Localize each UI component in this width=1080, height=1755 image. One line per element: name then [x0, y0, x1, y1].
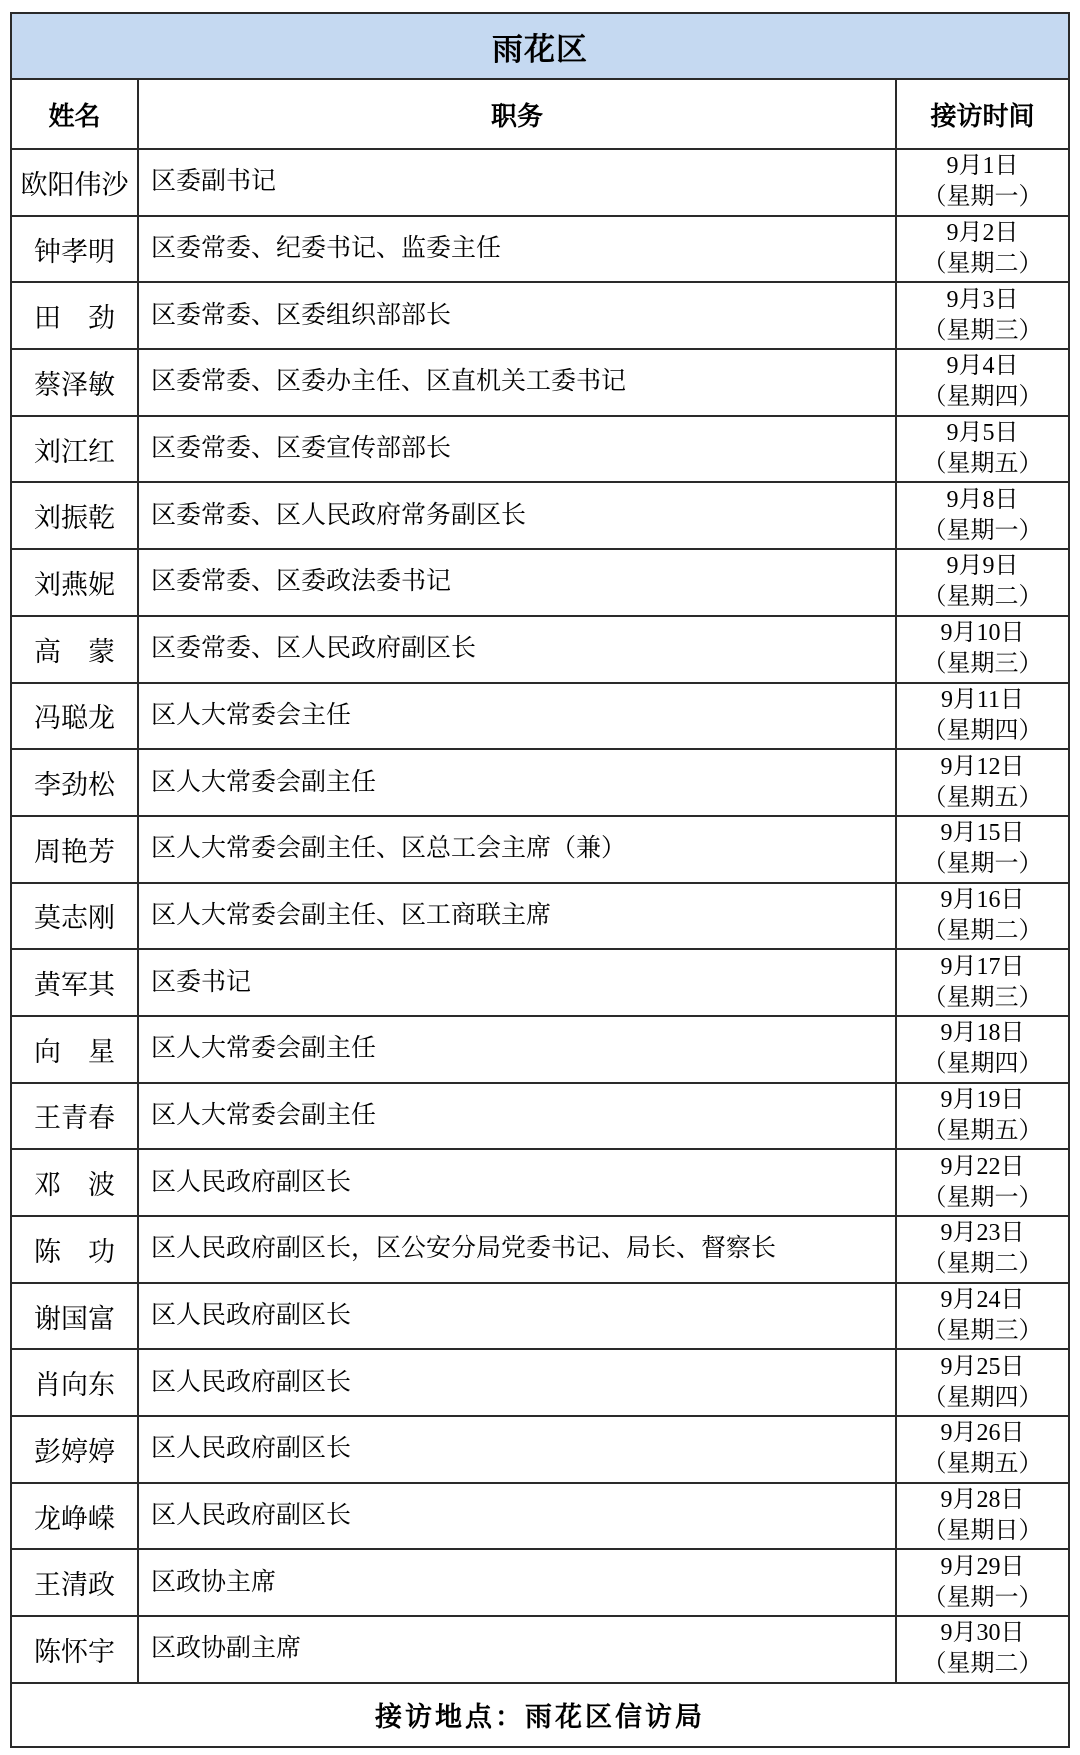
cell-name: 邓 波	[12, 1150, 139, 1215]
table-row	[12, 283, 1068, 350]
table-row	[12, 1484, 1068, 1551]
reception-date: 9月4日	[946, 353, 1019, 380]
reception-weekday: （星期五）	[922, 1451, 1043, 1478]
cell-reception-time	[897, 684, 1068, 749]
cell-name: 刘江红	[12, 417, 139, 482]
table-row	[12, 417, 1068, 484]
cell-reception-time	[897, 483, 1068, 548]
cell-position: 区人民政府副区长	[139, 1150, 897, 1215]
cell-reception-time	[897, 1417, 1068, 1482]
cell-position: 区委常委、区委办主任、区直机关工委书记	[139, 350, 897, 415]
cell-name: 陈 功	[12, 1217, 139, 1282]
cell-name: 谢国富	[12, 1284, 139, 1349]
table-row	[12, 1284, 1068, 1351]
cell-name: 刘振乾	[12, 483, 139, 548]
table-row	[12, 1550, 1068, 1617]
table-row	[12, 1017, 1068, 1084]
table-row	[12, 1617, 1068, 1684]
table-row	[12, 817, 1068, 884]
table-row	[12, 1417, 1068, 1484]
reception-weekday: （星期四）	[922, 717, 1043, 744]
schedule-table-body	[12, 150, 1068, 1684]
reception-date: 9月23日	[940, 1220, 1025, 1247]
reception-weekday: （星期日）	[922, 1518, 1043, 1545]
cell-position: 区人大常委会副主任、区总工会主席（兼）	[139, 817, 897, 882]
cell-reception-time	[897, 1217, 1068, 1282]
table-header-row	[12, 80, 1068, 150]
cell-position: 区政协副主席	[139, 1617, 897, 1682]
reception-weekday: （星期三）	[922, 317, 1043, 344]
cell-name: 刘燕妮	[12, 550, 139, 615]
reception-weekday: （星期五）	[922, 784, 1043, 811]
column-header-reception-time: 接访时间	[930, 101, 1035, 131]
table-row	[12, 150, 1068, 217]
cell-name: 莫志刚	[12, 884, 139, 949]
cell-reception-time	[897, 884, 1068, 949]
table-row	[12, 1084, 1068, 1151]
cell-reception-time	[897, 1084, 1068, 1149]
cell-position: 区委常委、区人民政府常务副区长	[139, 483, 897, 548]
reception-weekday: （星期三）	[922, 1318, 1043, 1345]
cell-name: 蔡泽敏	[12, 350, 139, 415]
reception-weekday: （星期二）	[922, 917, 1043, 944]
table-row	[12, 483, 1068, 550]
cell-position: 区人大常委会主任	[139, 684, 897, 749]
cell-reception-time	[897, 1284, 1068, 1349]
table-row	[12, 884, 1068, 951]
cell-name: 王青春	[12, 1084, 139, 1149]
column-header-name: 姓名	[12, 80, 139, 148]
cell-position: 区人民政府副区长	[139, 1484, 897, 1549]
reception-date: 9月15日	[940, 820, 1025, 847]
cell-position: 区人大常委会副主任	[139, 1084, 897, 1149]
table-row	[12, 1350, 1068, 1417]
reception-location-footer: 接访地点：雨花区信访局	[375, 1702, 705, 1733]
reception-weekday: （星期二）	[922, 251, 1043, 278]
table-row	[12, 750, 1068, 817]
column-header-position: 职务	[139, 80, 897, 148]
reception-date: 9月11日	[940, 686, 1025, 713]
reception-weekday: （星期一）	[922, 1184, 1043, 1211]
cell-reception-time	[897, 950, 1068, 1015]
cell-reception-time	[897, 417, 1068, 482]
table-row	[12, 1217, 1068, 1284]
cell-reception-time	[897, 217, 1068, 282]
cell-position: 区人大常委会副主任	[139, 1017, 897, 1082]
reception-weekday: （星期一）	[922, 184, 1043, 211]
reception-date: 9月5日	[946, 420, 1019, 447]
cell-position: 区委常委、区人民政府副区长	[139, 617, 897, 682]
cell-position: 区人民政府副区长	[139, 1417, 897, 1482]
cell-position: 区人民政府副区长	[139, 1284, 897, 1349]
cell-position: 区人民政府副区长	[139, 1350, 897, 1415]
cell-name: 欧阳伟沙	[12, 150, 139, 215]
reception-date: 9月17日	[940, 953, 1025, 980]
reception-weekday: （星期一）	[922, 1584, 1043, 1611]
reception-date: 9月3日	[946, 286, 1019, 313]
reception-weekday: （星期五）	[922, 1117, 1043, 1144]
cell-position: 区委书记	[139, 950, 897, 1015]
table-row	[12, 550, 1068, 617]
reception-date: 9月30日	[940, 1620, 1025, 1647]
cell-name: 陈怀宇	[12, 1617, 139, 1682]
reception-weekday: （星期四）	[922, 384, 1043, 411]
cell-position: 区委常委、区委宣传部部长	[139, 417, 897, 482]
cell-name: 李劲松	[12, 750, 139, 815]
cell-reception-time	[897, 1484, 1068, 1549]
cell-reception-time	[897, 1150, 1068, 1215]
reception-date: 9月10日	[940, 620, 1025, 647]
cell-reception-time	[897, 1017, 1068, 1082]
table-row	[12, 684, 1068, 751]
reception-date: 9月18日	[940, 1020, 1025, 1047]
reception-date: 9月1日	[946, 153, 1019, 180]
cell-position: 区人民政府副区长，区公安分局党委书记、局长、督察长	[139, 1217, 897, 1282]
cell-name: 田 劲	[12, 283, 139, 348]
reception-weekday: （星期一）	[922, 517, 1043, 544]
reception-date: 9月19日	[940, 1086, 1025, 1113]
reception-date: 9月16日	[940, 886, 1025, 913]
reception-date: 9月24日	[940, 1287, 1025, 1314]
reception-date: 9月28日	[940, 1487, 1025, 1514]
cell-reception-time	[897, 1350, 1068, 1415]
cell-position: 区委常委、区委组织部部长	[139, 283, 897, 348]
table-title-district: 雨花区	[12, 14, 1068, 80]
cell-name: 彭婷婷	[12, 1417, 139, 1482]
reception-weekday: （星期二）	[922, 584, 1043, 611]
cell-reception-time	[897, 1550, 1068, 1615]
cell-position: 区委常委、区委政法委书记	[139, 550, 897, 615]
cell-reception-time	[897, 283, 1068, 348]
cell-reception-time	[897, 1617, 1068, 1682]
reception-weekday: （星期三）	[922, 984, 1043, 1011]
cell-reception-time	[897, 817, 1068, 882]
reception-date: 9月12日	[940, 753, 1025, 780]
reception-date: 9月26日	[940, 1420, 1025, 1447]
table-row	[12, 950, 1068, 1017]
table-row	[12, 617, 1068, 684]
reception-weekday: （星期一）	[922, 851, 1043, 878]
reception-weekday: （星期四）	[922, 1051, 1043, 1078]
reception-date: 9月25日	[940, 1353, 1025, 1380]
cell-name: 钟孝明	[12, 217, 139, 282]
reception-date: 9月8日	[946, 486, 1019, 513]
cell-name: 向 星	[12, 1017, 139, 1082]
cell-reception-time	[897, 350, 1068, 415]
reception-date: 9月9日	[946, 553, 1019, 580]
cell-reception-time	[897, 750, 1068, 815]
cell-name: 黄军其	[12, 950, 139, 1015]
reception-date: 9月2日	[946, 220, 1019, 247]
cell-reception-time	[897, 150, 1068, 215]
cell-name: 冯聪龙	[12, 684, 139, 749]
reception-date: 9月22日	[940, 1153, 1025, 1180]
cell-position: 区委副书记	[139, 150, 897, 215]
cell-position: 区政协主席	[139, 1550, 897, 1615]
cell-position: 区人大常委会副主任	[139, 750, 897, 815]
cell-name: 高 蒙	[12, 617, 139, 682]
cell-position: 区委常委、纪委书记、监委主任	[139, 217, 897, 282]
table-row	[12, 350, 1068, 417]
table-row	[12, 217, 1068, 284]
cell-name: 龙峥嵘	[12, 1484, 139, 1549]
reception-weekday: （星期二）	[922, 1251, 1043, 1278]
reception-weekday: （星期二）	[922, 1651, 1043, 1678]
cell-name: 王清政	[12, 1550, 139, 1615]
reception-weekday: （星期四）	[922, 1384, 1043, 1411]
reception-date: 9月29日	[940, 1553, 1025, 1580]
cell-name: 周艳芳	[12, 817, 139, 882]
cell-name: 肖向东	[12, 1350, 139, 1415]
table-row	[12, 1150, 1068, 1217]
cell-reception-time	[897, 550, 1068, 615]
reception-weekday: （星期五）	[922, 451, 1043, 478]
reception-weekday: （星期三）	[922, 651, 1043, 678]
cell-reception-time	[897, 617, 1068, 682]
cell-position: 区人大常委会副主任、区工商联主席	[139, 884, 897, 949]
reception-schedule-table	[10, 12, 1070, 1748]
